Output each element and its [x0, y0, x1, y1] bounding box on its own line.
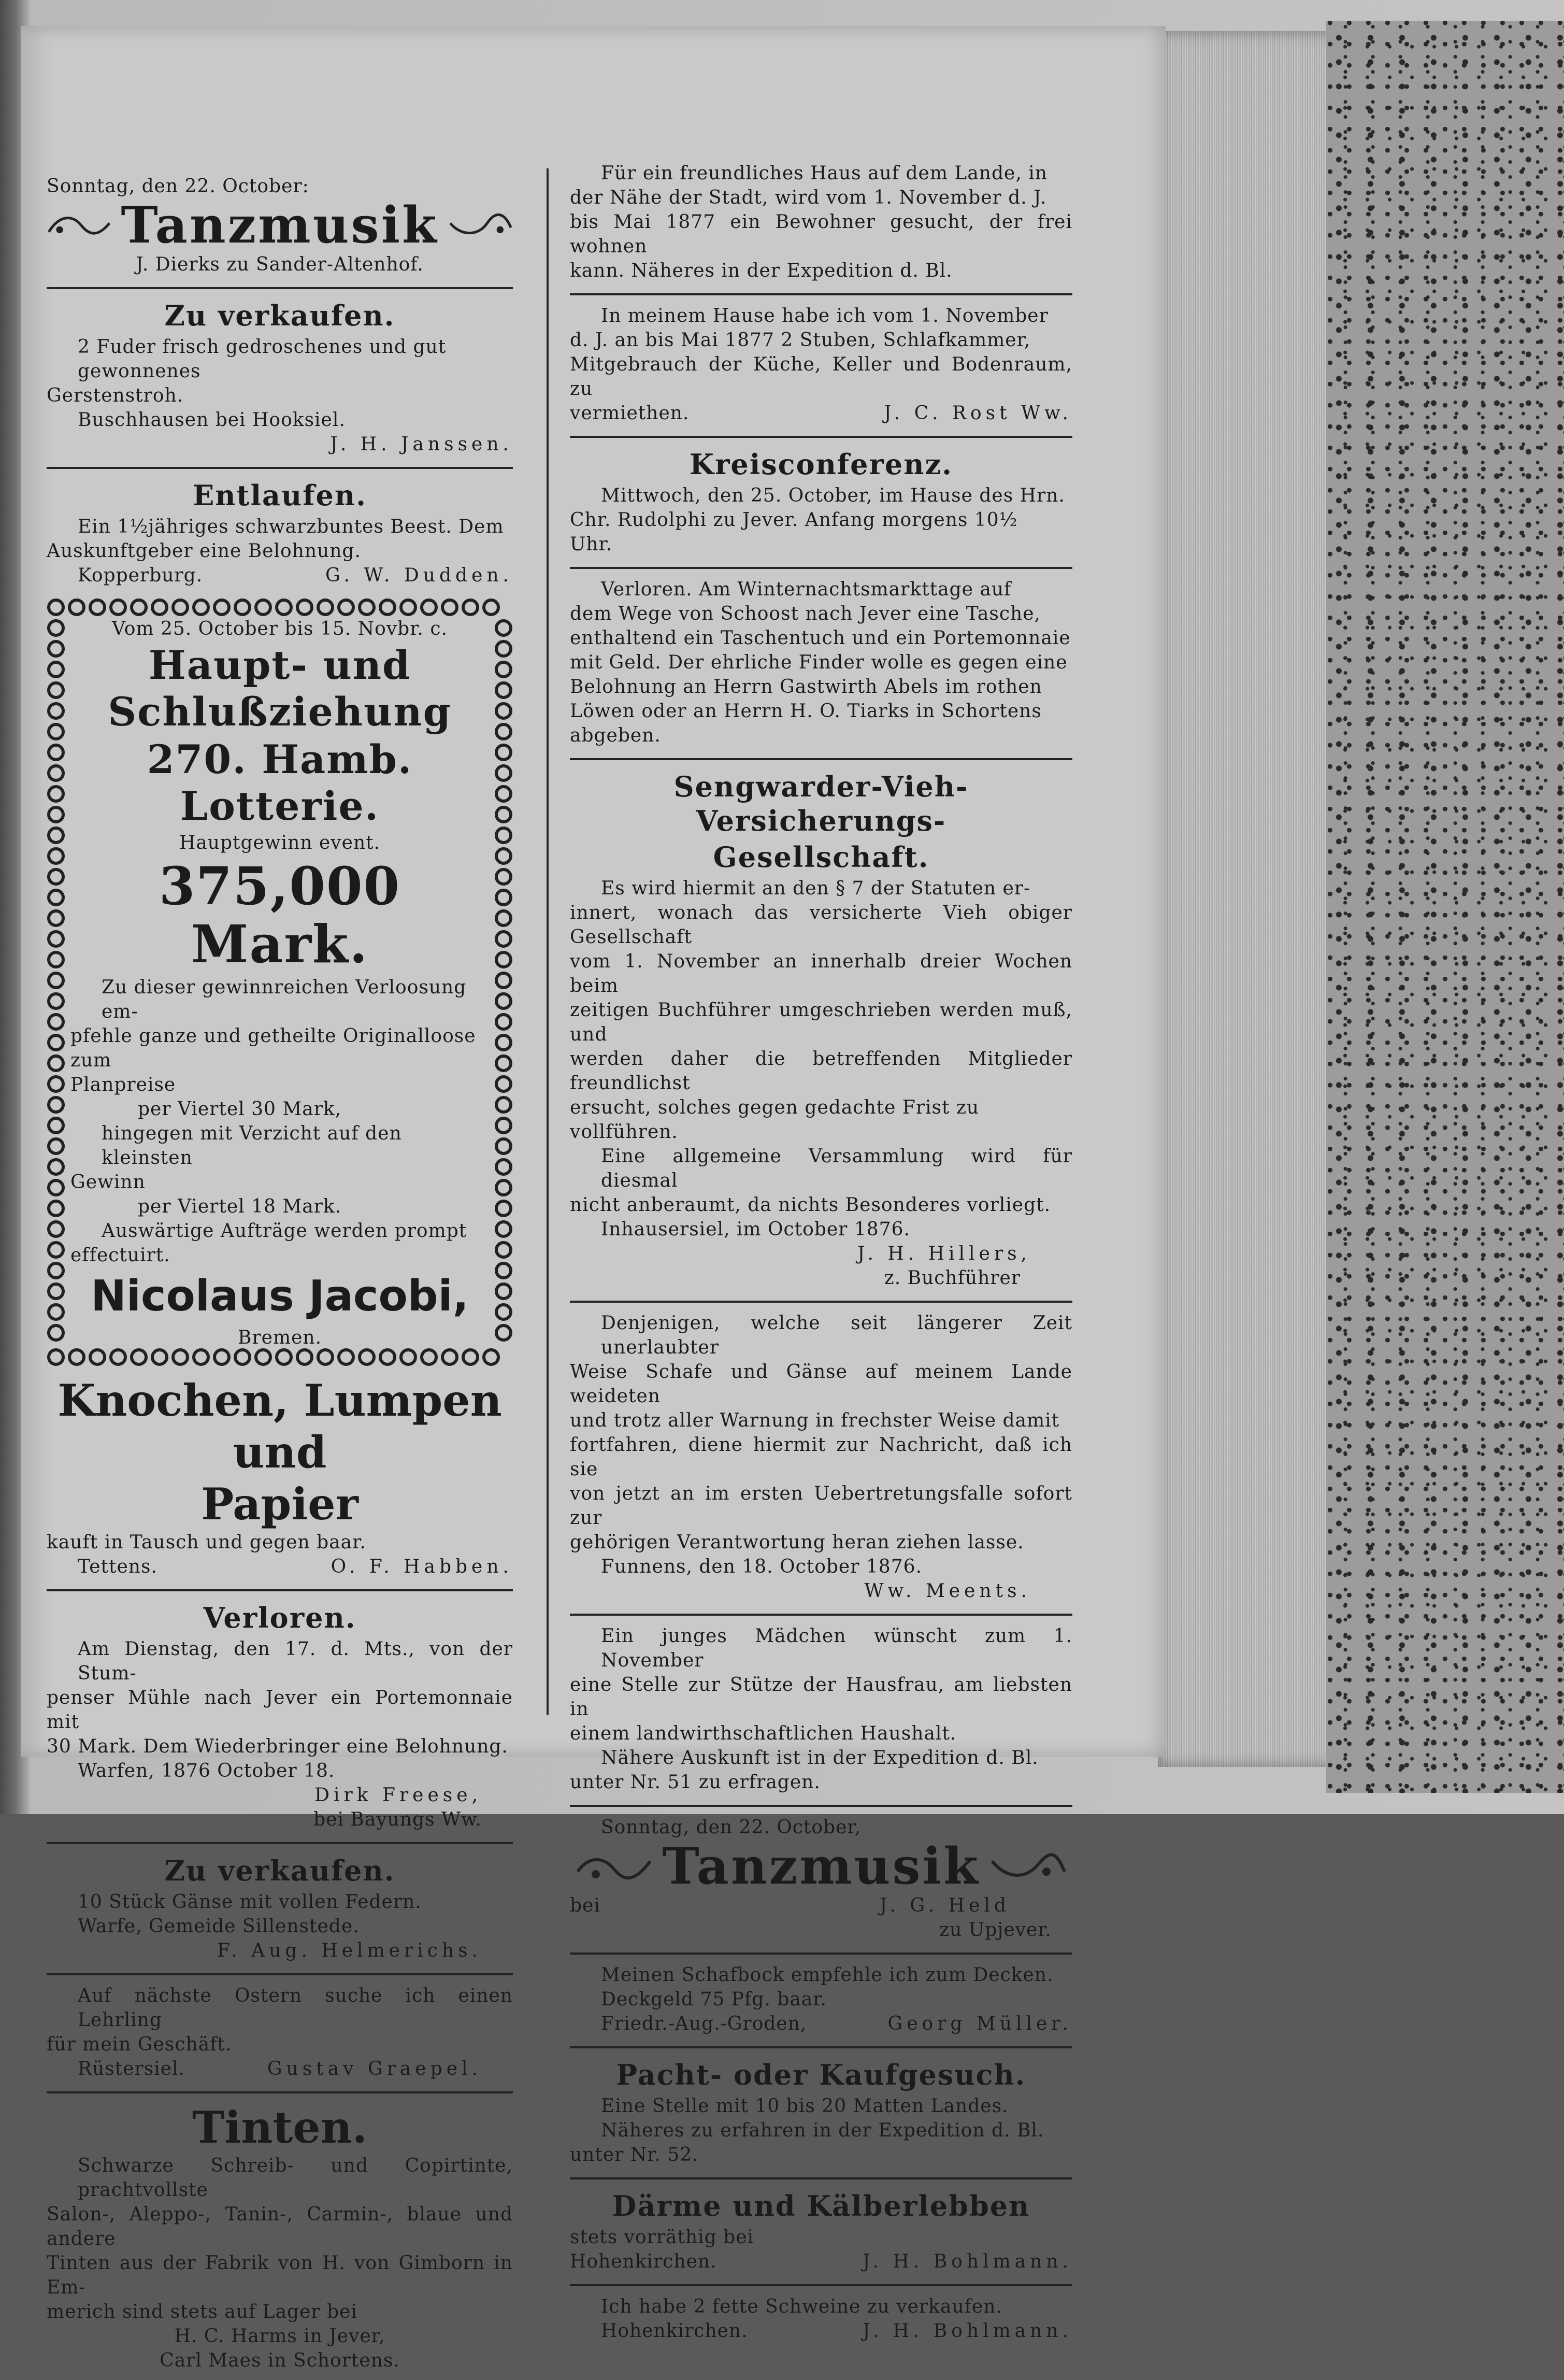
ad-title: Zu verkaufen.: [164, 299, 395, 332]
ad-lost-bag: [570, 574, 1072, 755]
ad-text: gehörigen Verantwortung heran ziehen lasse.: [570, 1532, 1024, 1553]
ad-host: J. Dierks zu Sander-Altenhof.: [136, 254, 424, 275]
ad-text: abgeben.: [570, 725, 661, 746]
divider: [570, 1614, 1072, 1616]
lottery-text: Auswärtige Aufträge werden prompt: [102, 1220, 467, 1242]
ad-sale-straw: [47, 294, 513, 464]
ad-signature: Gustav Graepel.: [267, 2058, 482, 2079]
divider: [570, 1805, 1072, 1807]
divider: [47, 1973, 513, 1975]
ad-text: 10 Stück Gänse mit vollen Federn.: [78, 1891, 422, 1913]
ad-text: vom 1. November an innerhalb dreier Wochen beim: [570, 951, 1072, 996]
ad-footer: [570, 2249, 1072, 2274]
ad-signature: J. H. Bohlmann.: [862, 2320, 1072, 2342]
lottery-price: per Viertel 30 Mark,: [138, 1099, 342, 1120]
ad-text: Deckgeld 75 Pfg. baar.: [601, 1989, 827, 2010]
ad-pigs: [570, 2291, 1072, 2350]
ad-signature: J. C. Rost Ww.: [884, 403, 1072, 424]
ad-signature: F. Aug. Helmerichs.: [217, 1940, 482, 1961]
ad-text: Eine allgemeine Versammlung wird für diesmal: [601, 1146, 1072, 1191]
ad-rooms: [570, 301, 1072, 433]
ad-guts: [570, 2185, 1072, 2281]
ad-text: Nähere Auskunft ist in der Expedition d. Bl.: [601, 1747, 1039, 1769]
ad-text: Weise Schafe und Gänse auf meinem Lande weideten: [570, 1361, 1072, 1407]
ad-rags: [47, 1372, 513, 1586]
ad-text: Auf nächste Ostern suche ich einen Lehrling: [78, 1985, 513, 2031]
divider: [570, 2177, 1072, 2179]
ad-signature: z. Buchführer: [884, 1267, 1021, 1289]
flourish-right-icon: [448, 207, 513, 244]
ad-text: Es wird hiermit an den § 7 der Statuten er-: [601, 878, 1031, 899]
ad-text: bis Mai 1877 ein Bewohner gesucht, der frei wohnen: [570, 211, 1072, 257]
ad-text: innert, wonach das versicherte Vieh obiger Gesellschaft: [570, 902, 1072, 948]
ad-signature: Ww. Meents.: [864, 1580, 1031, 1602]
ad-text: ersucht, solches gegen gedachte Frist zu vollführen.: [570, 1097, 980, 1143]
ad-text: Chr. Rudolphi zu Jever. Anfang morgens 10½: [570, 509, 1018, 531]
lottery-headline: 270. Hamb. Lotterie.: [147, 736, 413, 829]
ad-footer: [570, 1893, 1072, 1918]
ad-text: und trotz aller Warnung in frechster Weise damit: [570, 1410, 1060, 1431]
ad-signature: J. H. Hillers,: [857, 1243, 1031, 1264]
lottery-text: effectuirt.: [70, 1245, 170, 1266]
ad-ink: [47, 2099, 513, 2380]
ad-place: Warfen, 1876 October 18.: [78, 1760, 335, 1782]
ad-signature: O. F. Habben.: [331, 1556, 513, 1577]
ad-footer: [47, 2057, 513, 2081]
ad-place: Hohenkirchen.: [601, 2320, 748, 2342]
ad-insurance: [570, 765, 1072, 1298]
lottery-text: Planpreise: [70, 1074, 176, 1095]
lottery-price: per Viertel 18 Mark.: [138, 1196, 342, 1217]
ad-text: Salon-, Aleppo-, Tanin-, Carmin-, blaue und andere: [47, 2204, 513, 2249]
ad-text: Schwarze Schreib- und Copirtinte, prachtvollste: [78, 2155, 513, 2201]
ad-text: enthaltend ein Taschentuch und ein Portemonnaie: [570, 628, 1071, 649]
ad-text: bei: [570, 1895, 600, 1916]
ad-text: Mittwoch, den 25. October, im Hause des Hrn.: [601, 485, 1065, 506]
ad-girl-position: [570, 1621, 1072, 1802]
ad-text: Näheres zu erfahren in der Expedition d. Bl.: [601, 2120, 1044, 2141]
ad-signature: G. W. Dudden.: [325, 565, 513, 586]
left-column: [47, 171, 513, 2380]
ad-text: In meinem Hause habe ich vom 1. November: [601, 305, 1049, 326]
ad-seller: H. C. Harms in Jever,: [174, 2326, 385, 2347]
ad-date: Sonntag, den 22. October,: [601, 1817, 862, 1838]
ad-text: kann. Näheres in der Expedition d. Bl.: [570, 260, 953, 281]
ad-lease: [570, 2054, 1072, 2174]
divider: [570, 293, 1072, 295]
ad-text: Gerstenstroh.: [47, 385, 184, 406]
ad-title: Verloren.: [203, 1601, 356, 1634]
ad-text: für mein Geschäft.: [47, 2034, 232, 2055]
ad-runaway: [47, 474, 513, 595]
flourish-right-icon: [989, 1848, 1067, 1885]
ad-host: zu Upjever.: [939, 1919, 1052, 1941]
flourish-left-icon: [47, 207, 111, 244]
ad-title: Entlaufen.: [193, 479, 367, 512]
ad-title: Zu verkaufen.: [164, 1854, 395, 1887]
ad-text: Uhr.: [570, 534, 613, 555]
divider: [570, 1301, 1072, 1303]
ad-text: 30 Mark. Dem Wiederbringer eine Belohnung.: [47, 1736, 508, 1757]
ad-text: penser Mühle nach Jever ein Portemonnaie mit: [47, 1687, 513, 1733]
ad-text: Tinten aus der Fabrik von H. von Gimborn in Em-: [47, 2253, 513, 2298]
divider: [47, 1589, 513, 1591]
ad-title: Papier: [201, 1478, 358, 1530]
ad-lottery-box: [47, 598, 513, 1366]
ad-text: stets vorräthig bei: [570, 2227, 754, 2248]
ad-text: Auskunftgeber eine Belohnung.: [47, 540, 361, 562]
ad-conference: [570, 443, 1072, 564]
lottery-text: pfehle ganze und getheilte Originalloose zum: [70, 1025, 476, 1071]
ad-text: dem Wege von Schoost nach Jever eine Tasche,: [570, 603, 1041, 624]
ad-text: Denjenigen, welche seit längerer Zeit unerlaubter: [601, 1313, 1072, 1358]
divider: [47, 2091, 513, 2093]
ad-place: Buschhausen bei Hooksiel.: [78, 409, 346, 431]
ad-signature: J. H. Janssen.: [330, 434, 513, 455]
ad-place: Friedr.-Aug.-Groden,: [601, 2013, 807, 2034]
ad-seller: Carl Maes in Schortens.: [160, 2350, 400, 2371]
ad-place: Tettens.: [78, 1556, 157, 1577]
ad-text: Eine Stelle mit 10 bis 20 Matten Landes.: [601, 2096, 1009, 2117]
ad-place: Hohenkirchen.: [570, 2251, 717, 2272]
ad-title: Tanzmusik: [121, 196, 439, 254]
ad-trespass: [570, 1308, 1072, 1611]
ad-text: vermiethen.: [570, 403, 690, 424]
ad-text: Mitgebrauch der Küche, Keller und Bodenraum, zu: [570, 354, 1072, 400]
flourish-left-icon: [575, 1848, 653, 1885]
ad-text: Belohnung an Herrn Gastwirth Abels im rothen: [570, 676, 1042, 697]
ad-footer: [570, 401, 1072, 425]
lottery-dates: Vom 25. October bis 15. Novbr. c.: [112, 618, 448, 639]
ad-text: Am Dienstag, den 17. d. Mts., von der Stum-: [78, 1638, 513, 1684]
lottery-seller: Nicolaus Jacobi,: [91, 1272, 469, 1321]
ad-dance-held: [570, 1812, 1072, 1949]
divider: [570, 436, 1072, 438]
ad-text: eine Stelle zur Stütze der Hausfrau, am liebsten in: [570, 1674, 1072, 1720]
ad-footer: [570, 2012, 1072, 2036]
lottery-text: Gewinn: [70, 1172, 146, 1193]
ad-sale-geese: [47, 1849, 513, 1970]
lottery-city: Bremen.: [237, 1327, 322, 1348]
ad-place: Funnens, den 18. October 1876.: [601, 1556, 922, 1577]
ad-text: kauft in Tausch und gegen baar.: [47, 1532, 366, 1553]
ad-place: Rüstersiel.: [78, 2058, 185, 2079]
right-column: [570, 158, 1072, 2350]
ad-dance-dierks: [47, 171, 513, 284]
ad-title: Tanzmusik: [662, 1837, 980, 1896]
ad-ram: [570, 1960, 1072, 2043]
ad-text: Ein 1½jähriges schwarzbuntes Beest. Dem: [78, 516, 504, 537]
divider: [570, 758, 1072, 760]
ad-footer: [47, 563, 513, 588]
divider: [47, 467, 513, 469]
book-cover: [1326, 21, 1564, 1793]
dance-headline: [47, 198, 513, 252]
ad-apprentice: [47, 1980, 513, 2088]
divider: [570, 567, 1072, 569]
ad-signature: J. H. Bohlmann.: [862, 2251, 1072, 2272]
ad-signature: bei Bayungs Ww.: [313, 1809, 482, 1830]
dance-headline: [570, 1837, 1072, 1896]
divider: [47, 287, 513, 289]
ad-text: von jetzt an im ersten Uebertretungsfalle sofort zur: [570, 1483, 1072, 1529]
divider: [47, 1842, 513, 1844]
ad-text: der Nähe der Stadt, wird vom 1. November d. J.: [570, 187, 1047, 208]
ad-house-tenant: [570, 158, 1072, 290]
ad-title: Pacht- oder Kaufgesuch.: [616, 2058, 1026, 2091]
ad-text: 2 Fuder frisch gedroschenes und gut gewonnenes: [78, 336, 447, 382]
ad-footer: [570, 2319, 1072, 2343]
ad-text: merich sind stets auf Lager bei: [47, 2301, 357, 2322]
ad-text: Meinen Schafbock empfehle ich zum Decken.: [601, 1964, 1054, 1986]
ad-text: Warfe, Gemeide Sillenstede.: [78, 1916, 360, 1937]
ad-text: Ein junges Mädchen wünscht zum 1. November: [601, 1626, 1072, 1671]
ad-title: Gesellschaft.: [713, 840, 929, 874]
ad-text: werden daher die betreffenden Mitglieder freundlichst: [570, 1048, 1072, 1094]
column-divider: [547, 168, 549, 1715]
ad-text: Ich habe 2 fette Schweine zu verkaufen.: [601, 2296, 1002, 2317]
ad-place: Inhausersiel, im October 1876.: [601, 1219, 910, 1240]
ad-text: d. J. an bis Mai 1877 2 Stuben, Schlafkammer,: [570, 330, 1031, 351]
ad-lost-purse: [47, 1597, 513, 1839]
ad-host: J. G. Held: [879, 1895, 1010, 1916]
lottery-amount: 375,000 Mark.: [159, 856, 401, 975]
ad-text: einem landwirthschaftlichen Haushalt.: [570, 1723, 957, 1744]
lottery-subtitle: Hauptgewinn event.: [179, 832, 381, 853]
ad-title: Sengwarder-Vieh-Versicherungs-: [673, 770, 969, 837]
newspaper-page: [21, 26, 1166, 2371]
lottery-headline: Haupt- und Schlußziehung: [108, 642, 452, 735]
ad-text: unter Nr. 51 zu erfragen.: [570, 1772, 821, 1793]
ad-text: unter Nr. 52.: [570, 2144, 699, 2165]
ad-title: Kreisconferenz.: [690, 448, 953, 481]
ad-title: Tinten.: [192, 2102, 368, 2153]
divider: [570, 1953, 1072, 1955]
lottery-text: hingegen mit Verzicht auf den kleinsten: [102, 1123, 402, 1168]
ad-text: zeitigen Buchführer umgeschrieben werden muß, und: [570, 1000, 1072, 1045]
ad-text: Für ein freundliches Haus auf dem Lande, in: [601, 163, 1048, 184]
ad-text: Verloren. Am Winternachtsmarkttage auf: [601, 579, 1012, 600]
ad-text: fortfahren, diene hiermit zur Nachricht, daß ich sie: [570, 1434, 1072, 1480]
ad-title: Knochen, Lumpen und: [58, 1375, 502, 1478]
ad-place: Kopperburg.: [78, 565, 203, 586]
ad-signature: Georg Müller.: [887, 2013, 1072, 2034]
ad-text: mit Geld. Der ehrliche Finder wolle es gegen eine: [570, 652, 1068, 673]
lottery-text: Zu dieser gewinnreichen Verloosung em-: [102, 977, 467, 1022]
divider: [570, 2046, 1072, 2048]
ad-signature: Dirk Freese,: [314, 1785, 482, 1806]
ad-title: Därme und Kälberlebben: [612, 2189, 1030, 2222]
ad-text: nicht anberaumt, da nichts Besonderes vorliegt.: [570, 1194, 1051, 1216]
ad-date: Sonntag, den 22. October:: [47, 176, 309, 197]
ad-footer: [47, 1555, 513, 1579]
divider: [570, 2284, 1072, 2286]
ad-text: Löwen oder an Herrn H. O. Tiarks in Schortens: [570, 701, 1042, 722]
